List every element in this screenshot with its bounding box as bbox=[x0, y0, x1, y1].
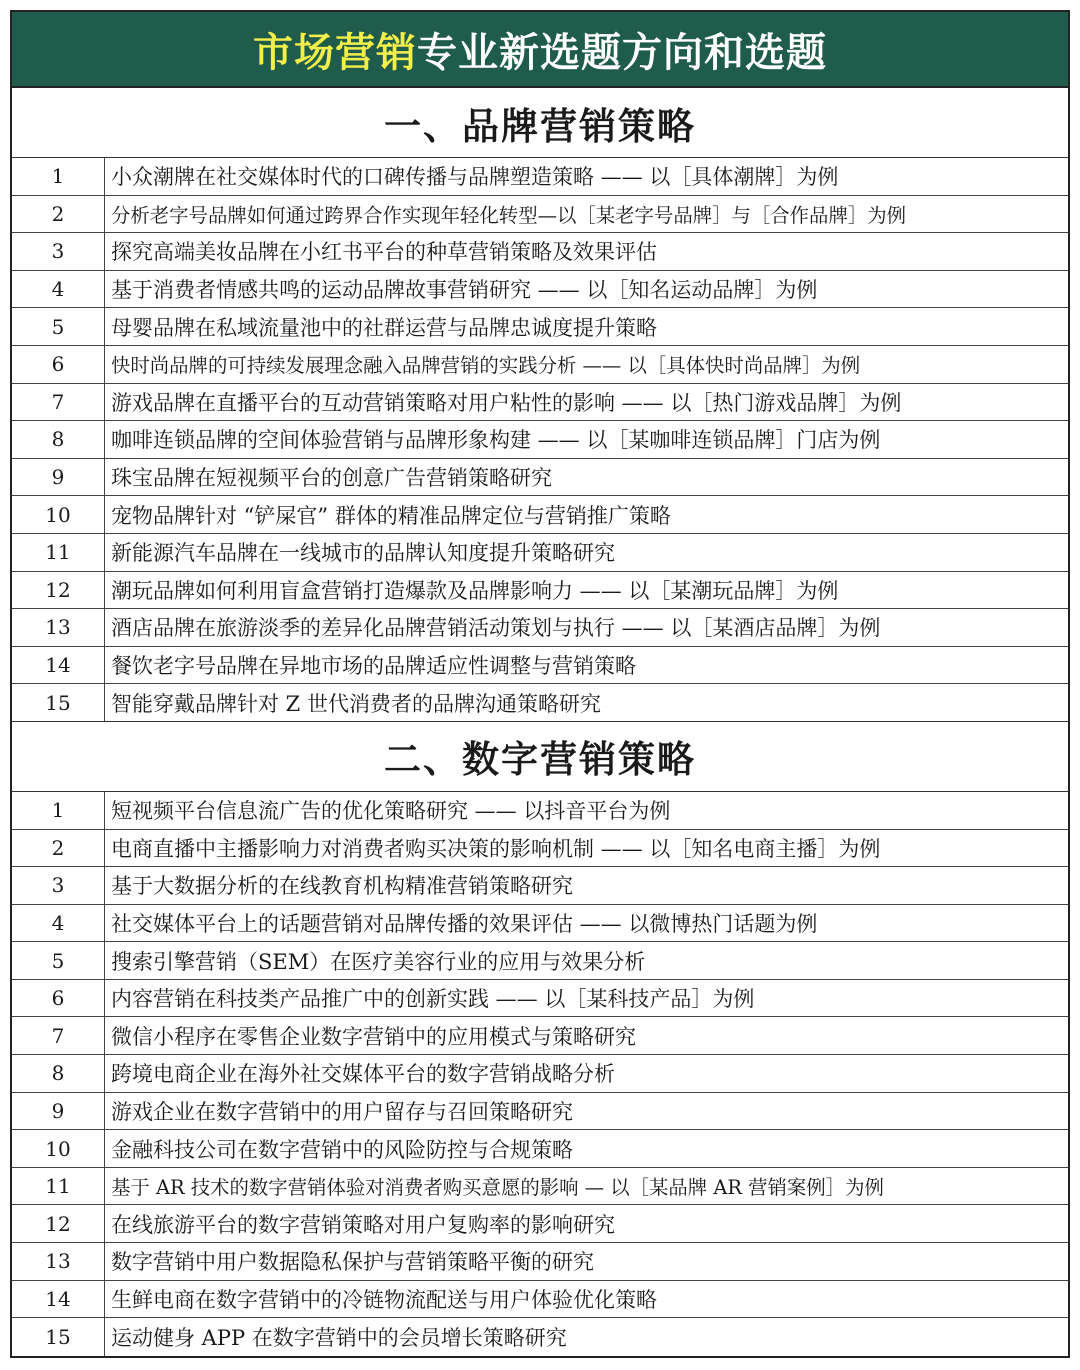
topic-text: 微信小程序在零售企业数字营销中的应用模式与策略研究 bbox=[111, 1024, 636, 1049]
topic-text: 潮玩品牌如何利用盲盒营销打造爆款及品牌影响力 —— 以［某潮玩品牌］为例 bbox=[111, 578, 839, 603]
table-row bbox=[12, 158, 1068, 196]
row-number: 12 bbox=[12, 572, 105, 609]
topic-text: 基于大数据分析的在线教育机构精准营销策略研究 bbox=[111, 874, 573, 899]
topic-text: 基于消费者情感共鸣的运动品牌故事营销研究 —— 以［知名运动品牌］为例 bbox=[111, 278, 818, 303]
topic-text: 搜索引擎营销（SEM）在医疗美容行业的应用与效果分析 bbox=[111, 949, 646, 974]
table-row bbox=[12, 905, 1068, 943]
topic-text: 跨境电商企业在海外社交媒体平台的数字营销战略分析 bbox=[111, 1062, 615, 1087]
row-number: 10 bbox=[12, 496, 105, 533]
topic-text: 餐饮老字号品牌在异地市场的品牌适应性调整与营销策略 bbox=[111, 654, 636, 679]
table-row bbox=[12, 233, 1068, 271]
row-number: 8 bbox=[12, 421, 105, 458]
topic-text: 新能源汽车品牌在一线城市的品牌认知度提升策略研究 bbox=[111, 541, 615, 566]
title-highlight: 市场营销 bbox=[253, 28, 417, 76]
topic-text: 电商直播中主播影响力对消费者购买决策的影响机制 —— 以［知名电商主播］为例 bbox=[111, 836, 881, 861]
row-number: 10 bbox=[12, 1130, 105, 1167]
row-number: 5 bbox=[12, 942, 105, 979]
row-number: 1 bbox=[12, 158, 105, 195]
table-row bbox=[12, 384, 1068, 422]
table-row bbox=[12, 534, 1068, 572]
row-number: 1 bbox=[12, 792, 105, 829]
topic-text: 生鲜电商在数字营销中的冷链物流配送与用户体验优化策略 bbox=[111, 1287, 657, 1312]
row-number: 15 bbox=[12, 684, 105, 721]
row-number: 13 bbox=[12, 1243, 105, 1280]
table-row bbox=[12, 1168, 1068, 1206]
table-row bbox=[12, 496, 1068, 534]
table-row bbox=[12, 1055, 1068, 1093]
table-row bbox=[12, 421, 1068, 459]
row-number: 11 bbox=[12, 1168, 105, 1205]
topic-text: 运动健身 APP 在数字营销中的会员增长策略研究 bbox=[111, 1326, 567, 1351]
table-row bbox=[12, 1093, 1068, 1131]
table-row bbox=[12, 572, 1068, 610]
topic-text: 酒店品牌在旅游淡季的差异化品牌营销活动策划与执行 —— 以［某酒店品牌］为例 bbox=[111, 616, 881, 641]
row-number: 2 bbox=[12, 830, 105, 867]
table-row bbox=[12, 308, 1068, 346]
topic-list bbox=[12, 792, 1068, 1356]
row-number: 3 bbox=[12, 867, 105, 904]
row-number: 14 bbox=[12, 647, 105, 684]
row-number: 14 bbox=[12, 1281, 105, 1318]
table-row bbox=[12, 830, 1068, 868]
section-heading: 二、数字营销策略 bbox=[12, 722, 1068, 792]
table-row bbox=[12, 1130, 1068, 1168]
row-number: 7 bbox=[12, 384, 105, 421]
row-number: 5 bbox=[12, 308, 105, 345]
table-row bbox=[12, 1243, 1068, 1281]
table-row bbox=[12, 271, 1068, 309]
topic-text: 短视频平台信息流广告的优化策略研究 —— 以抖音平台为例 bbox=[111, 799, 671, 824]
topic-table bbox=[10, 10, 1070, 1358]
topic-text: 数字营销中用户数据隐私保护与营销策略平衡的研究 bbox=[111, 1250, 594, 1275]
table-row bbox=[12, 1318, 1068, 1356]
topic-text: 金融科技公司在数字营销中的风险防控与合规策略 bbox=[111, 1137, 573, 1162]
topic-list bbox=[12, 158, 1068, 722]
table-row bbox=[12, 196, 1068, 234]
table-row bbox=[12, 647, 1068, 685]
topic-text: 基于 AR 技术的数字营销体验对消费者购买意愿的影响 — 以［某品牌 AR 营销案例］为例 bbox=[111, 1176, 884, 1200]
topic-text: 小众潮牌在社交媒体时代的口碑传播与品牌塑造策略 —— 以［具体潮牌］为例 bbox=[111, 165, 839, 190]
row-number: 4 bbox=[12, 905, 105, 942]
row-number: 12 bbox=[12, 1205, 105, 1242]
topic-text: 智能穿戴品牌针对 Z 世代消费者的品牌沟通策略研究 bbox=[111, 691, 601, 716]
topic-text: 内容营销在科技类产品推广中的创新实践 —— 以［某科技产品］为例 bbox=[111, 987, 755, 1012]
row-number: 6 bbox=[12, 980, 105, 1017]
row-number: 2 bbox=[12, 196, 105, 233]
topic-text: 珠宝品牌在短视频平台的创意广告营销策略研究 bbox=[111, 466, 552, 491]
sections-container bbox=[12, 88, 1068, 1356]
table-row bbox=[12, 1281, 1068, 1319]
topic-text: 母婴品牌在私域流量池中的社群运营与品牌忠诚度提升策略 bbox=[111, 315, 657, 340]
topic-text: 咖啡连锁品牌的空间体验营销与品牌形象构建 —— 以［某咖啡连锁品牌］门店为例 bbox=[111, 428, 881, 453]
row-number: 7 bbox=[12, 1017, 105, 1054]
topic-text: 游戏企业在数字营销中的用户留存与召回策略研究 bbox=[111, 1099, 573, 1124]
topic-text: 在线旅游平台的数字营销策略对用户复购率的影响研究 bbox=[111, 1212, 615, 1237]
table-row bbox=[12, 867, 1068, 905]
row-number: 3 bbox=[12, 233, 105, 270]
row-number: 9 bbox=[12, 1093, 105, 1130]
title-rest: 专业新选题方向和选题 bbox=[417, 28, 827, 76]
table-row bbox=[12, 792, 1068, 830]
row-number: 8 bbox=[12, 1055, 105, 1092]
row-number: 13 bbox=[12, 609, 105, 646]
table-row bbox=[12, 980, 1068, 1018]
table-row bbox=[12, 459, 1068, 497]
row-number: 11 bbox=[12, 534, 105, 571]
table-row bbox=[12, 609, 1068, 647]
topic-text: 快时尚品牌的可持续发展理念融入品牌营销的实践分析 —— 以［具体快时尚品牌］为例 bbox=[111, 354, 861, 378]
table-row bbox=[12, 942, 1068, 980]
topic-text: 探究高端美妆品牌在小红书平台的种草营销策略及效果评估 bbox=[111, 240, 657, 265]
table-row bbox=[12, 684, 1068, 722]
row-number: 6 bbox=[12, 346, 105, 383]
table-row bbox=[12, 346, 1068, 384]
topic-text: 分析老字号品牌如何通过跨界合作实现年轻化转型—以［某老字号品牌］与［合作品牌］为例 bbox=[111, 203, 907, 227]
topic-text: 宠物品牌针对 “铲屎官” 群体的精准品牌定位与营销推广策略 bbox=[111, 503, 671, 528]
row-number: 9 bbox=[12, 459, 105, 496]
topic-text: 社交媒体平台上的话题营销对品牌传播的效果评估 —— 以微博热门话题为例 bbox=[111, 911, 818, 936]
table-row bbox=[12, 1205, 1068, 1243]
row-number: 4 bbox=[12, 271, 105, 308]
topic-text: 游戏品牌在直播平台的互动营销策略对用户粘性的影响 —— 以［热门游戏品牌］为例 bbox=[111, 390, 902, 415]
page-title bbox=[12, 12, 1068, 88]
section-heading: 一、品牌营销策略 bbox=[12, 88, 1068, 158]
row-number: 15 bbox=[12, 1318, 105, 1356]
table-row bbox=[12, 1017, 1068, 1055]
